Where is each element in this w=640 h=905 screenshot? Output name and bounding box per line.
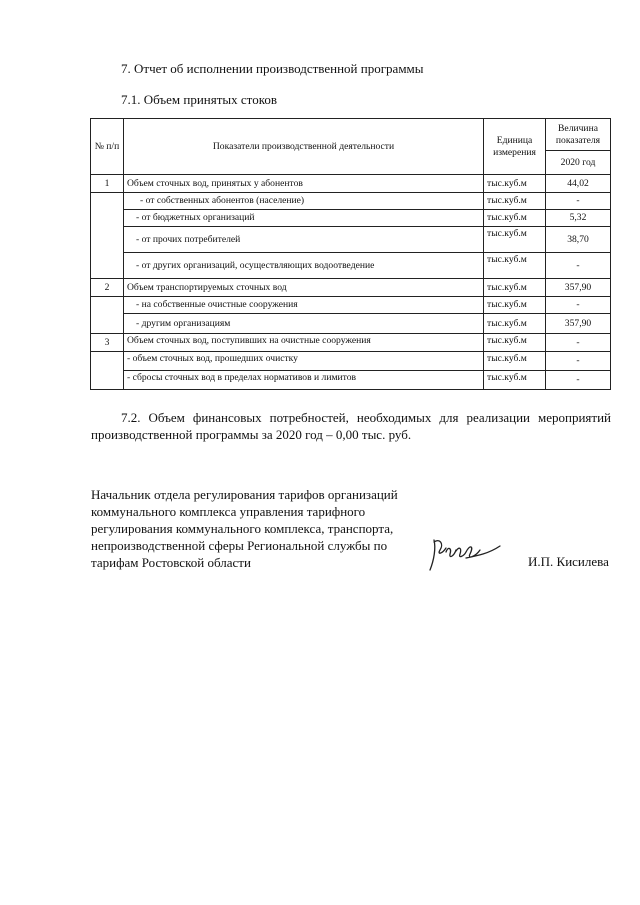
row-value: - — [546, 297, 611, 314]
row-indicator: Объем сточных вод, поступивших на очистные сооружения — [124, 334, 484, 352]
table-row — [91, 314, 611, 334]
row-indicator: - от бюджетных организаций — [124, 210, 484, 227]
header-indicator: Показатели производственной деятельности — [124, 119, 484, 175]
row-unit: тыс.куб.м — [484, 227, 546, 253]
header-num: № п/п — [91, 119, 124, 175]
row-unit: тыс.куб.м — [484, 352, 546, 371]
row-indicator: - от прочих потребителей — [124, 227, 484, 253]
table-row — [91, 352, 611, 371]
row-value: - — [546, 334, 611, 352]
table-row — [91, 227, 611, 253]
table-header-row — [91, 119, 611, 151]
row-num — [91, 352, 124, 390]
row-value: - — [546, 371, 611, 390]
row-indicator: - от других организаций, осуществляющих водоотведение — [124, 253, 484, 279]
row-unit: тыс.куб.м — [484, 210, 546, 227]
row-unit: тыс.куб.м — [484, 175, 546, 193]
signatory-line: непроизводственной сферы Региональной службы по — [91, 538, 388, 553]
header-year: 2020 год — [546, 151, 611, 175]
row-num — [91, 297, 124, 334]
row-value: - — [546, 253, 611, 279]
handwritten-signature — [426, 526, 506, 576]
row-unit: тыс.куб.м — [484, 297, 546, 314]
row-num: 1 — [91, 175, 124, 193]
row-num: 3 — [91, 334, 124, 352]
table-row — [91, 210, 611, 227]
subsection-heading: 7.1. Объем принятых стоков — [121, 92, 277, 107]
signatory-line: тарифам Ростовской области — [91, 555, 251, 570]
row-indicator: - от собственных абонентов (население) — [124, 193, 484, 210]
row-unit: тыс.куб.м — [484, 253, 546, 279]
row-indicator: - объем сточных вод, прошедших очистку — [124, 352, 484, 371]
table-row — [91, 175, 611, 193]
signatory-line: коммунального комплекса управления тарифного — [91, 504, 366, 519]
row-num — [91, 193, 124, 279]
row-unit: тыс.куб.м — [484, 193, 546, 210]
row-value: 357,90 — [546, 314, 611, 334]
table-row — [91, 371, 611, 390]
row-indicator: - сбросы сточных вод в пределах нормативов и лимитов — [124, 371, 484, 390]
row-value: - — [546, 193, 611, 210]
row-value: 5,32 — [546, 210, 611, 227]
row-num: 2 — [91, 279, 124, 297]
signatory-position — [91, 486, 398, 571]
row-indicator: - на собственные очистные сооружения — [124, 297, 484, 314]
section-heading: 7. Отчет об исполнении производственной программы — [121, 61, 424, 76]
row-unit: тыс.куб.м — [484, 371, 546, 390]
row-value: 357,90 — [546, 279, 611, 297]
row-value: 38,70 — [546, 227, 611, 253]
table-row — [91, 253, 611, 279]
row-indicator: Объем транспортируемых сточных вод — [124, 279, 484, 297]
row-value: - — [546, 352, 611, 371]
row-indicator: Объем сточных вод, принятых у абонентов — [124, 175, 484, 193]
table-row — [91, 279, 611, 297]
header-value: Величина показателя — [546, 119, 611, 151]
table-row — [91, 297, 611, 314]
report-table — [90, 118, 611, 390]
header-unit: Единица измерения — [484, 119, 546, 175]
financial-needs-paragraph: 7.2. Объем финансовых потребностей, необходимых для реализации мероприятий производственной программы за 2020 год – 0,00 тыс. руб. — [91, 410, 611, 442]
row-indicator: - другим организациям — [124, 314, 484, 334]
table-row — [91, 193, 611, 210]
row-unit: тыс.куб.м — [484, 334, 546, 352]
table-row — [91, 334, 611, 352]
signatory-name: И.П. Кисилева — [528, 554, 609, 569]
row-value: 44,02 — [546, 175, 611, 193]
row-unit: тыс.куб.м — [484, 314, 546, 334]
signatory-line: Начальник отдела регулирования тарифов организаций — [91, 487, 398, 502]
row-unit: тыс.куб.м — [484, 279, 546, 297]
signatory-line: регулирования коммунального комплекса, транспорта, — [91, 521, 394, 536]
